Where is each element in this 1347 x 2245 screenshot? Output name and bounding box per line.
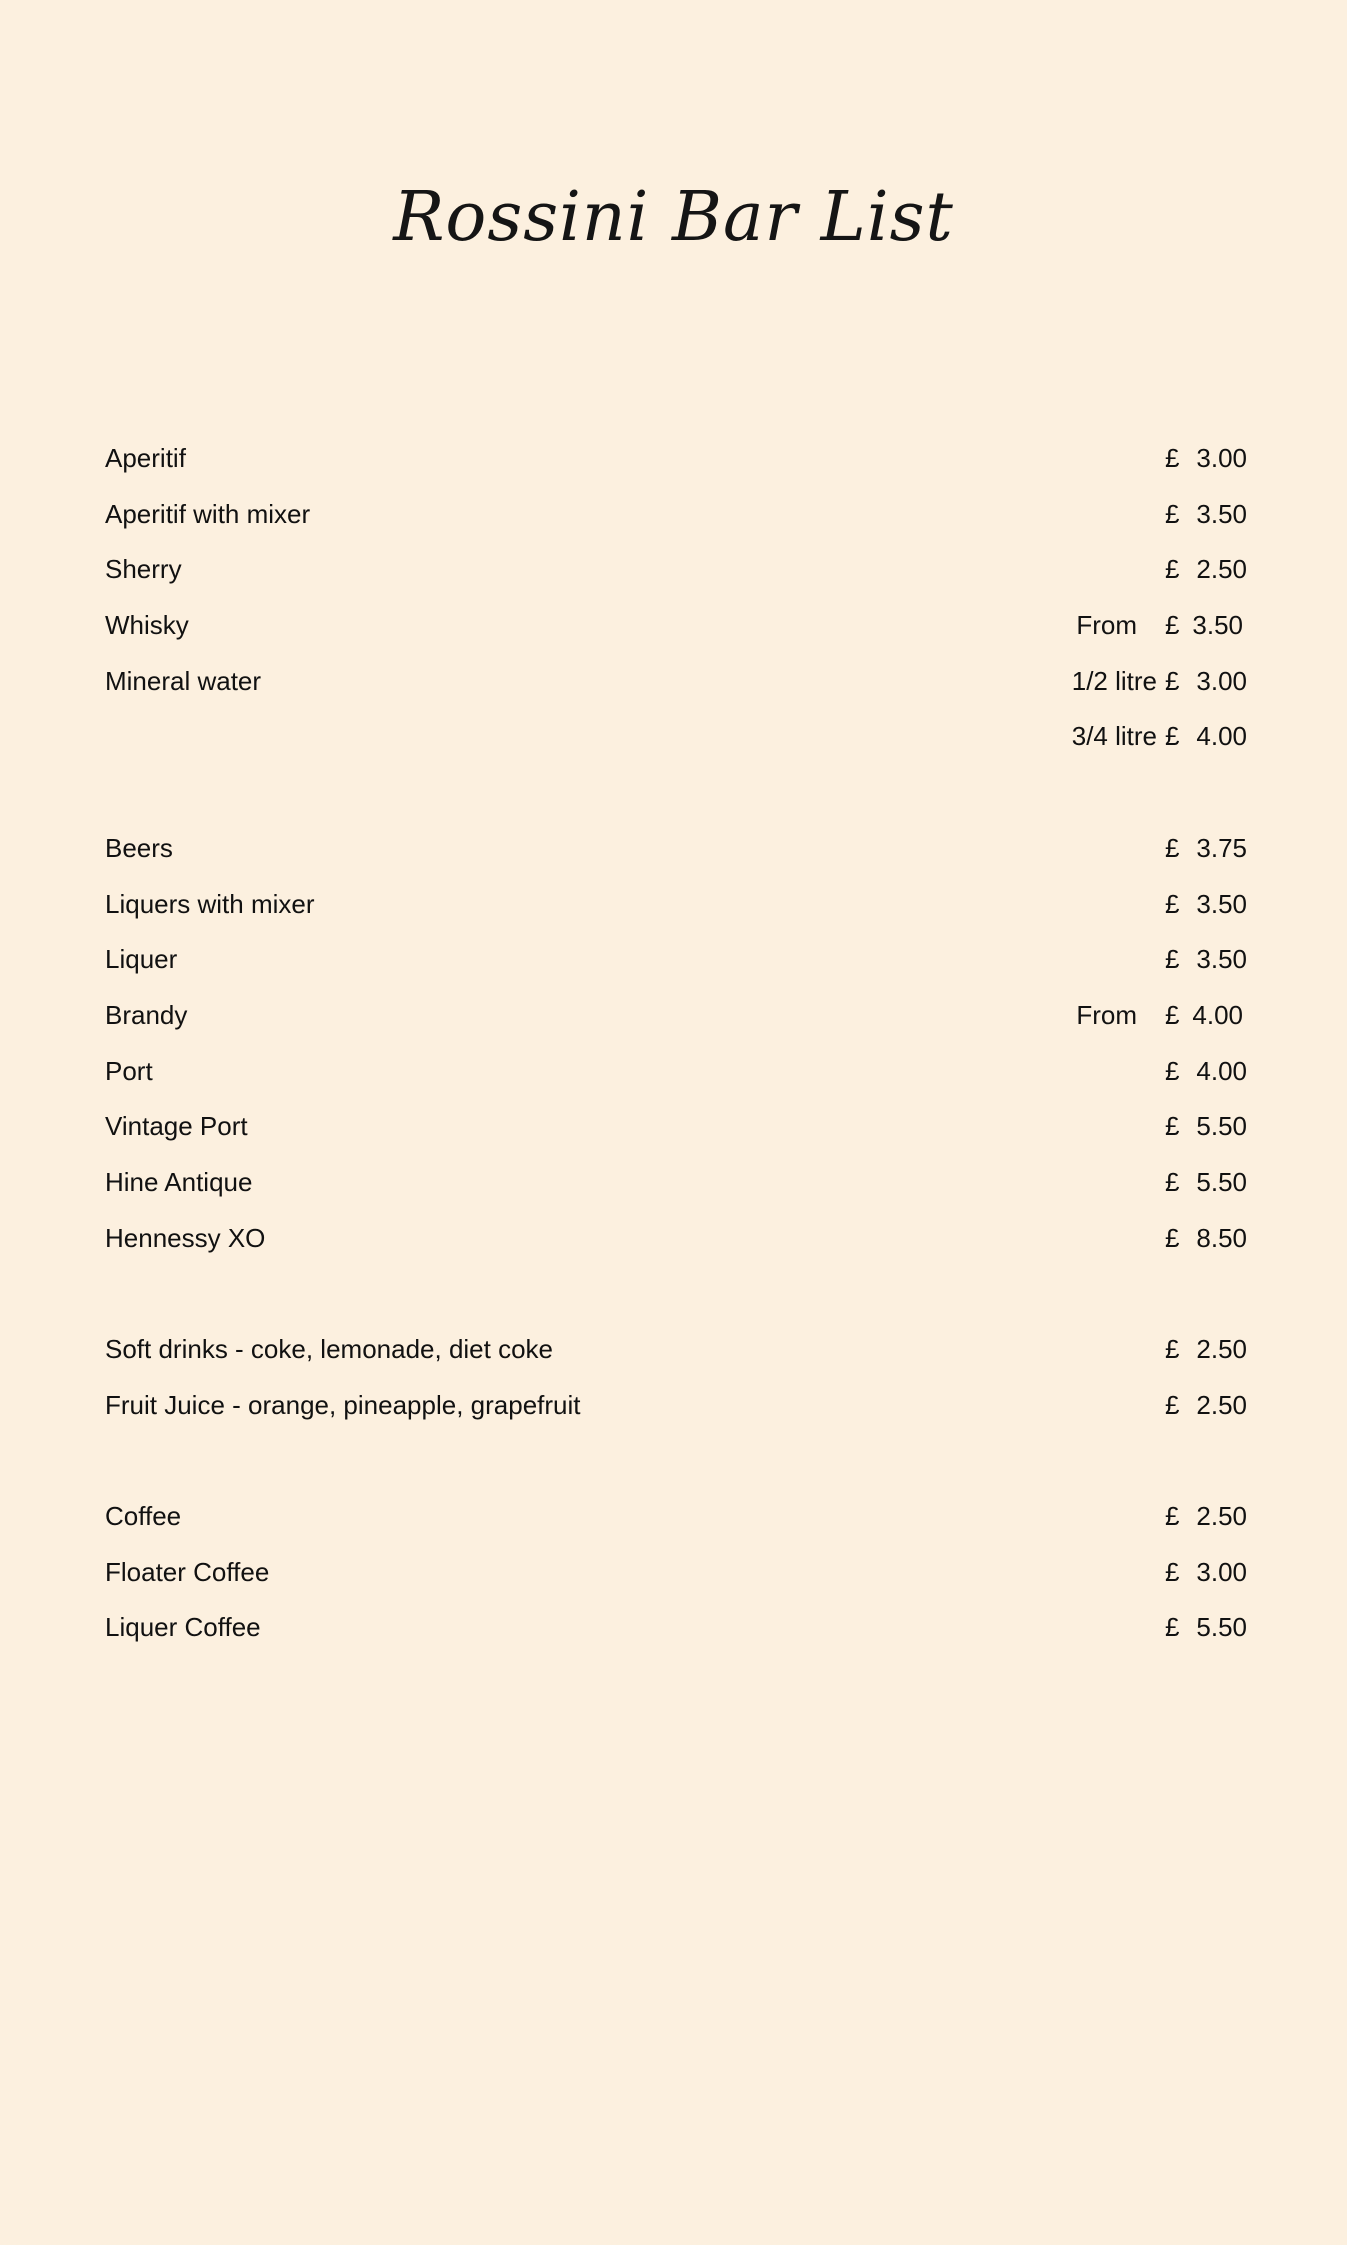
item-name: Hennessy XO <box>105 1222 266 1253</box>
currency-symbol: £ <box>1165 1166 1180 1197</box>
currency-symbol: £ <box>1165 498 1180 529</box>
item-qualifier: 1/2 litre <box>1071 665 1157 696</box>
currency-symbol: £ <box>1165 944 1180 975</box>
item-name: Coffee <box>105 1501 182 1532</box>
menu-item <box>105 1383 1247 1439</box>
price-amount: 2.50 <box>1196 1334 1247 1364</box>
currency-symbol: £ <box>1165 888 1180 919</box>
menu-item <box>105 1550 1247 1606</box>
currency-symbol: £ <box>1165 1222 1180 1253</box>
item-name: Vintage Port <box>105 1111 248 1142</box>
price-amount: 3.00 <box>1196 443 1247 473</box>
currency-symbol: £ <box>1165 443 1180 473</box>
currency-symbol: £ <box>1165 1501 1180 1532</box>
price-amount: 5.50 <box>1196 1612 1247 1643</box>
menu-item <box>105 1327 1247 1383</box>
section-divider-space <box>105 770 1247 826</box>
currency-symbol: £ <box>1165 1556 1180 1587</box>
page-title: Rossini Bar List <box>393 178 954 257</box>
menu-item <box>105 547 1247 603</box>
menu-item <box>105 659 1247 715</box>
currency-symbol: £ <box>1165 1111 1180 1142</box>
price-amount: 2.50 <box>1196 554 1247 585</box>
item-qualifier: 3/4 litre <box>1071 721 1157 752</box>
price-amount: 3.50 <box>1196 498 1247 529</box>
price-amount: 3.75 <box>1196 832 1247 863</box>
item-name: Liquer <box>105 944 178 975</box>
menu-item <box>105 1049 1247 1105</box>
menu-item <box>105 1605 1247 1661</box>
item-name: Hine Antique <box>105 1166 253 1197</box>
menu-item <box>105 1160 1247 1216</box>
item-name: Beers <box>105 832 173 863</box>
menu-item <box>105 937 1247 993</box>
price-amount: 3.50 <box>1196 888 1247 919</box>
currency-symbol: £ <box>1165 554 1180 585</box>
price-amount: 2.50 <box>1196 1501 1247 1532</box>
currency-symbol: £ <box>1165 832 1180 863</box>
menu-item <box>105 993 1247 1049</box>
currency-symbol: £ <box>1165 665 1180 696</box>
price-amount: 5.50 <box>1196 1166 1247 1197</box>
menu-item <box>105 603 1247 659</box>
item-name: Aperitif <box>105 443 186 473</box>
currency-symbol: £ <box>1165 721 1180 752</box>
item-name: Brandy <box>105 999 188 1030</box>
item-name: Mineral water <box>105 665 262 696</box>
price-amount: 3.00 <box>1196 1556 1247 1587</box>
item-name: Fruit Juice - orange, pineapple, grapefruit <box>105 1389 581 1420</box>
item-name: Aperitif with mixer <box>105 498 311 529</box>
menu-item <box>105 826 1247 882</box>
item-name: Liquers with mixer <box>105 888 315 919</box>
menu-item <box>105 882 1247 938</box>
item-qualifier: From <box>1076 999 1137 1030</box>
item-name: Port <box>105 1055 153 1086</box>
currency-symbol: £ <box>1165 1055 1180 1086</box>
menu-item <box>105 1216 1247 1272</box>
price-amount: 4.00 <box>1192 999 1243 1030</box>
item-name: Soft drinks - coke, lemonade, diet coke <box>105 1334 554 1364</box>
price-amount: 8.50 <box>1196 1222 1247 1253</box>
menu-item <box>105 436 1247 492</box>
price-amount: 4.00 <box>1196 721 1247 752</box>
price-amount: 3.50 <box>1196 944 1247 975</box>
menu-item <box>105 492 1247 548</box>
menu-item <box>105 1104 1247 1160</box>
price-amount: 3.50 <box>1192 610 1243 641</box>
currency-symbol: £ <box>1165 1612 1180 1643</box>
currency-symbol: £ <box>1165 1389 1180 1420</box>
bar-price-list <box>105 436 1247 1661</box>
currency-symbol: £ <box>1165 610 1180 641</box>
menu-item <box>105 714 1247 770</box>
item-name: Sherry <box>105 554 182 585</box>
price-amount: 3.00 <box>1196 665 1247 696</box>
item-name: Liquer Coffee <box>105 1612 261 1643</box>
menu-item <box>105 1494 1247 1550</box>
currency-symbol: £ <box>1165 999 1180 1030</box>
item-qualifier: From <box>1076 610 1137 641</box>
price-amount: 4.00 <box>1196 1055 1247 1086</box>
price-amount: 5.50 <box>1196 1111 1247 1142</box>
item-name: Floater Coffee <box>105 1556 270 1587</box>
currency-symbol: £ <box>1165 1334 1180 1364</box>
item-name: Whisky <box>105 610 189 641</box>
price-amount: 2.50 <box>1196 1389 1247 1420</box>
section-divider-space <box>105 1271 1247 1327</box>
section-divider-space <box>105 1438 1247 1494</box>
